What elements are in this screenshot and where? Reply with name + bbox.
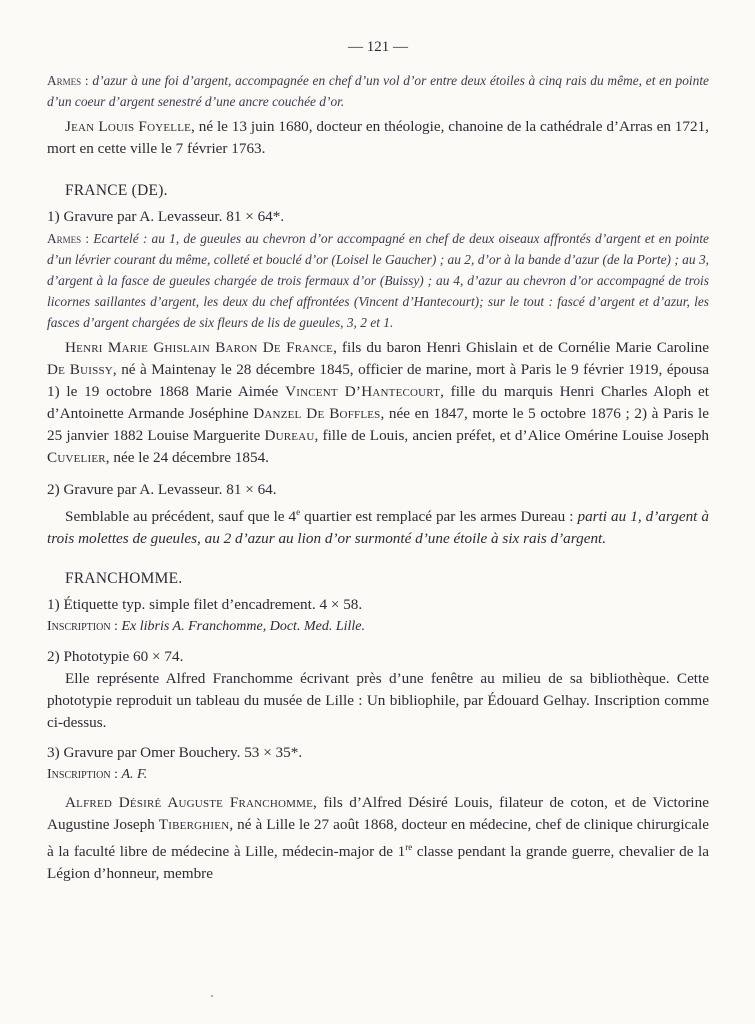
bio-text: , née le 24 décembre 1854. — [105, 449, 269, 466]
bio-text: , née en 1847, morte le 5 octobre 1876 ; 2) à Paris le 25 janvier 1882 Louise Marguerite — [47, 405, 710, 444]
item-italic: parti au 1, d’argent à trois molettes de gueules, au 2 d’azur au lion d’or surmonté d’une étoile à six rais d’argent. — [47, 508, 709, 548]
person-name: Henri Marie Ghislain Baron De France — [65, 339, 334, 356]
armes-text: Ecartelé : au 1, de gueules au chevron d’or accompagné en chef de deux oiseaux affrontés d’argent et en pointe d’un lévrier courant du même, colleté et bouclé d’or (Loisel le Gaucher) ; au 2, d’or à la bande d’azur (de la Porte) ; au 3, d’argent à la fasce de gueules chargée de trois fermaux d’or (Buissy) ; au 4, d’azur au chevron d’or accompagné de trois licornes saillantes d’argent, les deux du chef affrontées (Vincent d’Hantecourt); sur le tout : fascé d’argent et d’azur, les fasces d’argent chargées de six fleurs de lis de gueules, 3, 2 et 1. — [47, 231, 710, 330]
france-bio — [47, 337, 709, 469]
person-name: Danzel De Boffles — [253, 405, 381, 422]
person-name: Tiberghien — [158, 816, 230, 834]
bio-text: classe pendant la grande guerre, chevalier de la Légion d’honneur, membre — [47, 843, 709, 883]
bio-text: , né à Lille le 27 août 1868, docteur en médecine, chef de clinique chirurgicale à la faculté libre de médecine à Lille, médecin-major de 1 — [47, 816, 709, 861]
person-name: Vincent D’Hantecourt — [285, 383, 441, 400]
franchomme-item-2-text: Elle représente Alfred Franchomme écrivant près d’une fenêtre au milieu de sa bibliothèque. Cette phototypie reproduit un tableau du musée de Lille : Un bibliophile, par Édouard Gelhay. Inscription comme ci-dessus. — [47, 670, 709, 732]
bio-text: , né le 13 juin 1680, docteur en théologie, chanoine de la cathédrale d’Arras en 1721, mort en cette ville le 7 février 1763. — [47, 118, 709, 157]
bio-text: , fille du marquis Henri Charles Aloph et d’Antoinette Armande Joséphine — [47, 383, 710, 422]
person-name: Cuvelier — [47, 449, 106, 466]
superscript: re — [405, 842, 413, 853]
foyelle-armes — [47, 70, 709, 112]
inscription-label: Inscription : — [47, 619, 118, 635]
franchomme-item-2: 2) Phototypie 60 × 74. — [47, 648, 184, 666]
inscription-text: Ex libris A. Franchomme, Doct. Med. Lille. — [121, 619, 365, 635]
france-item-2: 2) Gravure par A. Levasseur. 81 × 64. — [47, 481, 277, 498]
ink-speck — [211, 995, 213, 997]
superscript: e — [296, 507, 301, 517]
franchomme-inscription-1 — [47, 616, 709, 638]
bio-text: , fils du baron Henri Ghislain et de Cornélie Marie Caroline — [333, 339, 709, 356]
foyelle-bio — [47, 116, 709, 160]
item-text: quartier est remplacé par les armes Dureau : — [300, 508, 574, 526]
armes-text: d’azur à une foi d’argent, accompagnée en chef d’un vol d’or entre deux étoiles à cinq rais du même, et en pointe d’un coeur d’argent senestré d’une ancre couchée d’or. — [47, 73, 709, 109]
person-name: Dureau — [264, 427, 315, 444]
armes-label: Armes : — [47, 231, 90, 246]
bio-text: , fils d’Alfred Désiré Louis, filateur de coton, et de Victorine Augustine Joseph — [47, 794, 709, 834]
franchomme-inscription-3 — [47, 764, 709, 786]
franchomme-bio — [47, 792, 709, 885]
section-heading-france: FRANCE (DE). — [65, 182, 168, 199]
person-name: Jean Louis Foyelle — [65, 118, 192, 135]
france-armes — [47, 228, 709, 333]
bio-text: , né à Maintenay le 28 décembre 1845, officier de marine, mort à Paris le 9 février 1919, épousa 1) le 19 octobre 1868 Marie Aimée — [47, 361, 709, 400]
franchomme-item-1: 1) Étiquette typ. simple filet d’encadrement. 4 × 58. — [47, 596, 363, 614]
page-number: — 121 — — [348, 39, 408, 55]
bio-text: , fille de Louis, ancien préfet, et d’Alice Omérine Louise Joseph — [314, 427, 709, 444]
section-heading-franchomme: FRANCHOMME. — [65, 570, 183, 588]
item-text: Semblable au précédent, sauf que le 4 — [65, 508, 297, 526]
france-item-2-text — [47, 501, 709, 550]
france-item-1: 1) Gravure par A. Levasseur. 81 × 64*. — [47, 208, 285, 225]
person-name: De Buissy — [47, 361, 113, 378]
person-name: Alfred Désiré Auguste Franchomme — [65, 794, 314, 812]
franchomme-item-3: 3) Gravure par Omer Bouchery. 53 × 35*. — [47, 744, 303, 762]
armes-label: Armes : — [47, 73, 89, 88]
inscription-label: Inscription : — [47, 767, 118, 783]
inscription-text: A. F. — [121, 767, 148, 783]
